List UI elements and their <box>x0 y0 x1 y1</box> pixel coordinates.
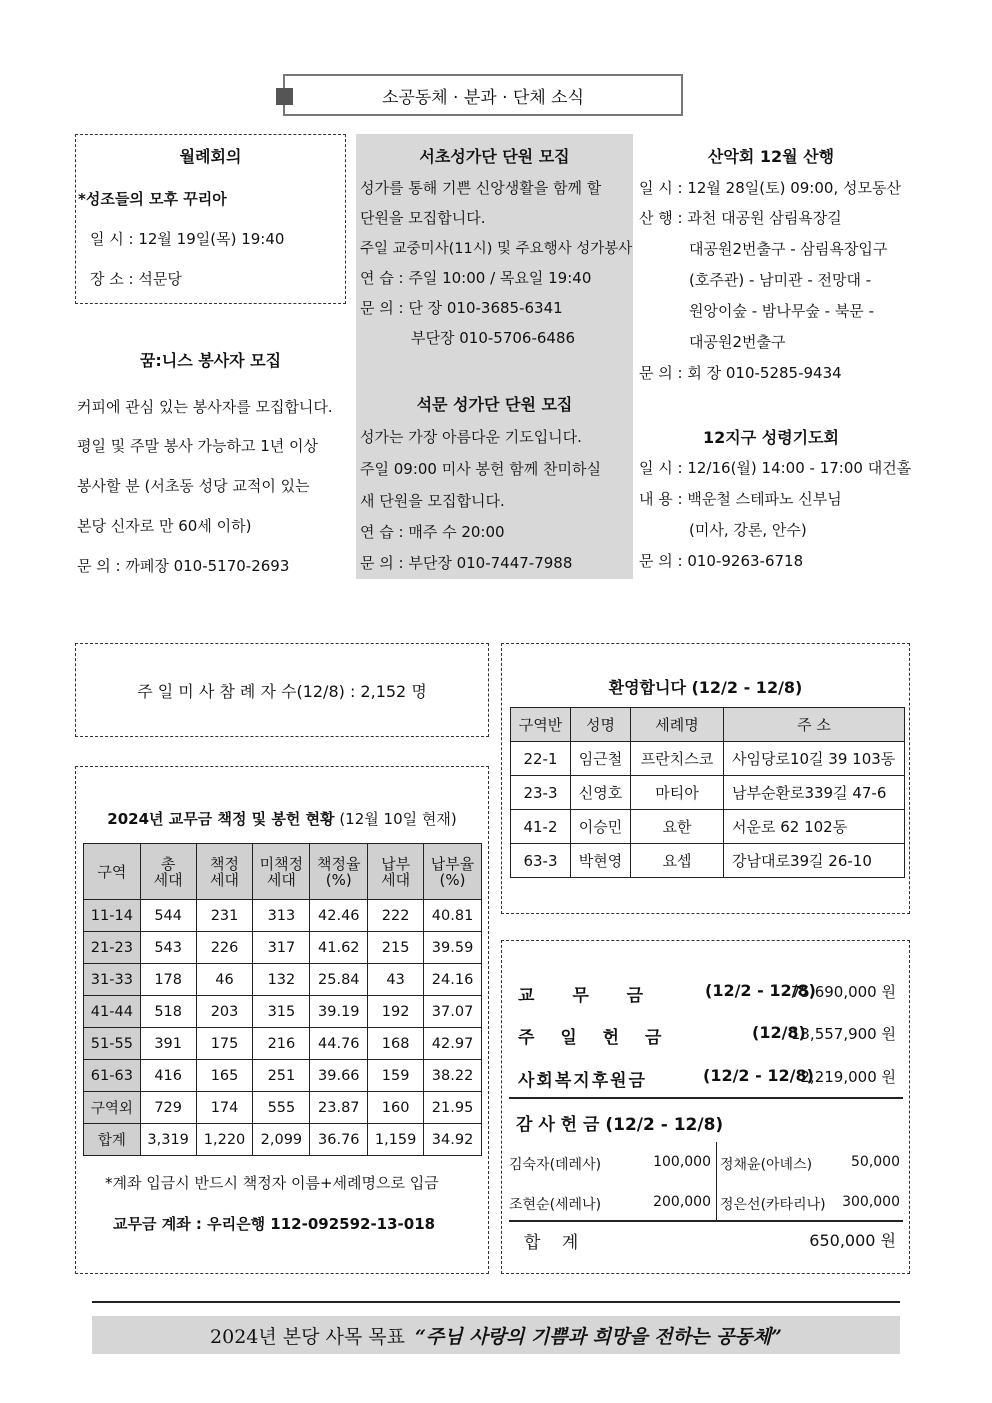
table-cell: 215 <box>368 932 424 964</box>
dues-table <box>83 843 482 1156</box>
table-cell: 이승민 <box>571 810 631 844</box>
dues-title: 2024년 교무금 책정 및 봉헌 현황 <box>107 810 335 828</box>
dues-title-row <box>75 808 489 829</box>
table-cell: 41.62 <box>310 932 368 964</box>
table-cell: 21.95 <box>424 1092 482 1124</box>
table-row <box>84 1028 482 1060</box>
motto-bar <box>92 1316 900 1354</box>
hiking-line: 원앙이숲 - 밤나무숲 - 북문 - <box>689 302 874 320</box>
seokmun-choir-line: 문 의 : 부단장 010-7447-7988 <box>360 554 573 572</box>
table-row-total <box>84 1124 482 1156</box>
finance-amount: 13,557,900 원 <box>790 1025 896 1043</box>
dues-header: 총 세대 <box>140 844 196 900</box>
table-cell: 1,159 <box>368 1124 424 1156</box>
section-title: 소공동체 · 분과 · 단체 소식 <box>381 87 585 108</box>
table-cell: 남부순환로339길 47-6 <box>724 776 905 810</box>
table-row <box>84 932 482 964</box>
monthly-meeting-date: 일 시 : 12월 19일(목) 19:40 <box>90 230 285 248</box>
table-row <box>84 1092 482 1124</box>
dreamness-line: 본당 신자로 만 60세 이하) <box>77 517 252 535</box>
table-cell: 프란치스코 <box>631 742 724 776</box>
table-cell: 160 <box>368 1092 424 1124</box>
monthly-meeting-place: 장 소 : 석문당 <box>90 270 182 288</box>
table-cell: 61-63 <box>84 1060 141 1092</box>
table-cell: 40.81 <box>424 900 482 932</box>
welcome-header: 성명 <box>571 708 631 742</box>
finance-amount: 75,690,000 원 <box>790 983 896 1001</box>
dues-header: 구역 <box>84 844 141 900</box>
table-cell: 박현영 <box>571 844 631 878</box>
table-cell: 203 <box>196 996 253 1028</box>
table-cell: 416 <box>140 1060 196 1092</box>
table-cell: 25.84 <box>310 964 368 996</box>
seocho-choir-line: 부단장 010-5706-6486 <box>411 329 576 347</box>
seocho-choir-line: 문 의 : 단 장 010-3685-6341 <box>360 299 563 317</box>
donor-name: 정채윤(아녜스) <box>720 1157 813 1173</box>
welcome-header: 구역반 <box>511 708 571 742</box>
welcome-header: 주 소 <box>724 708 905 742</box>
donor-name: 조현순(세레나) <box>509 1197 602 1213</box>
motto-text: “주님 사랑의 기쁨과 희망을 전하는 공동체” <box>415 1325 782 1348</box>
table-row <box>84 900 482 932</box>
dues-note: *계좌 입금시 반드시 책정자 이름+세례명으로 입금 <box>105 1174 439 1192</box>
hiking-line: (호주관) - 남미관 - 전망대 - <box>689 271 872 289</box>
seocho-choir-title: 서초성가단 단원 모집 <box>419 147 570 166</box>
table-cell: 555 <box>253 1092 310 1124</box>
prayer-title: 12지구 성령기도회 <box>702 428 840 447</box>
hiking-title: 산악회 12월 산행 <box>707 147 835 166</box>
dues-account: 교무금 계좌 : 우리은행 112-092592-13-018 <box>113 1215 436 1233</box>
table-row <box>511 776 905 810</box>
prayer-contact: 문 의 : 010-9263-6718 <box>639 552 804 570</box>
prayer-line: 내 용 : 백운철 스테파노 신부님 <box>639 490 842 508</box>
monthly-meeting-subtitle: *성조들의 모후 꾸리아 <box>78 190 227 208</box>
dreamness-line: 커피에 관심 있는 봉사자를 모집합니다. <box>77 398 333 416</box>
dues-header: 미책정 세대 <box>253 844 310 900</box>
table-cell: 231 <box>196 900 253 932</box>
hiking-line: 대공원2번출구 <box>689 333 786 351</box>
seokmun-choir-line: 주일 09:00 미사 봉헌 함께 찬미하실 <box>360 460 601 478</box>
table-cell: 3,319 <box>140 1124 196 1156</box>
attendance-box <box>75 643 489 737</box>
table-cell: 41-44 <box>84 996 141 1028</box>
dues-header: 책정율 (%) <box>310 844 368 900</box>
table-cell: 41-2 <box>511 810 571 844</box>
table-cell: 23.87 <box>310 1092 368 1124</box>
attendance-text: 주 일 미 사 참 례 자 수(12/8) : 2,152 명 <box>137 681 427 701</box>
seocho-choir-line: 단원을 모집합니다. <box>360 209 486 227</box>
dreamness-title: 꿈:니스 봉사자 모집 <box>139 351 282 370</box>
donor-name: 정은선(카타리나) <box>720 1197 826 1213</box>
table-cell: 168 <box>368 1028 424 1060</box>
table-cell: 317 <box>253 932 310 964</box>
seocho-choir-line: 주일 교중미사(11시) 및 주요행사 성가봉사 <box>360 241 633 257</box>
dreamness-line: 봉사할 분 (서초동 성당 교적이 있는 <box>77 477 310 495</box>
table-cell: 사임당로10길 39 103동 <box>724 742 905 776</box>
table-cell: 315 <box>253 996 310 1028</box>
table-cell: 22-1 <box>511 742 571 776</box>
table-cell: 544 <box>140 900 196 932</box>
table-cell: 42.97 <box>424 1028 482 1060</box>
table-cell: 2,099 <box>253 1124 310 1156</box>
table-cell: 251 <box>253 1060 310 1092</box>
finance-period: (12/2 - 12/8) <box>703 1066 814 1085</box>
thanks-title: 감 사 헌 금 (12/2 - 12/8) <box>516 1115 724 1135</box>
table-cell: 222 <box>368 900 424 932</box>
table-cell: 159 <box>368 1060 424 1092</box>
finance-label: 교 무 금 <box>518 986 644 1006</box>
table-cell: 23-3 <box>511 776 571 810</box>
dues-header: 납부 세대 <box>368 844 424 900</box>
hiking-contact: 문 의 : 회 장 010-5285-9434 <box>639 364 842 382</box>
table-cell: 43 <box>368 964 424 996</box>
table-cell: 226 <box>196 932 253 964</box>
donor-amount: 200,000 <box>653 1194 711 1210</box>
seokmun-choir-line: 연 습 : 매주 수 20:00 <box>360 523 505 541</box>
table-cell: 요셉 <box>631 844 724 878</box>
donor-name: 김숙자(데레사) <box>509 1157 602 1173</box>
table-cell: 132 <box>253 964 310 996</box>
square-bullet-icon <box>276 88 293 105</box>
prayer-line: (미사, 강론, 안수) <box>689 521 807 539</box>
table-row <box>84 996 482 1028</box>
donor-amount: 100,000 <box>653 1154 711 1170</box>
table-cell: 44.76 <box>310 1028 368 1060</box>
seocho-choir-line: 성가를 통해 기쁜 신앙생활을 함께 할 <box>360 179 602 197</box>
table-cell: 구역외 <box>84 1092 141 1124</box>
choir-column-bg <box>356 134 633 579</box>
hiking-line: 일 시 : 12월 28일(토) 09:00, 성모동산 <box>639 179 901 197</box>
table-row <box>84 1060 482 1092</box>
donor-divider <box>716 1142 717 1220</box>
donor-amount: 300,000 <box>842 1194 900 1210</box>
table-cell: 39.66 <box>310 1060 368 1092</box>
table-cell: 63-3 <box>511 844 571 878</box>
hiking-line: 대공원2번출구 - 삼림욕장입구 <box>689 240 888 258</box>
welcome-title: 환영합니다 (12/2 - 12/8) <box>608 678 803 697</box>
table-cell: 강남대로39길 26-10 <box>724 844 905 878</box>
total-amount: 650,000 원 <box>809 1231 896 1250</box>
table-cell: 신영호 <box>571 776 631 810</box>
total-label: 합 계 <box>524 1233 579 1253</box>
table-cell: 391 <box>140 1028 196 1060</box>
table-cell: 165 <box>196 1060 253 1092</box>
seokmun-choir-line: 성가는 가장 아름다운 기도입니다. <box>360 428 582 446</box>
table-row <box>511 844 905 878</box>
table-row <box>511 810 905 844</box>
table-cell: 합계 <box>84 1124 141 1156</box>
dues-header: 책정 세대 <box>196 844 253 900</box>
table-cell: 178 <box>140 964 196 996</box>
seokmun-choir-line: 새 단원을 모집합니다. <box>360 492 505 510</box>
table-cell: 729 <box>140 1092 196 1124</box>
table-cell: 39.19 <box>310 996 368 1028</box>
table-cell: 마티아 <box>631 776 724 810</box>
finance-period: (12/8) <box>752 1023 806 1042</box>
monthly-meeting-title: 월례회의 <box>179 147 242 166</box>
table-cell: 543 <box>140 932 196 964</box>
table-cell: 518 <box>140 996 196 1028</box>
finance-divider <box>509 1097 903 1099</box>
table-cell: 34.92 <box>424 1124 482 1156</box>
table-cell: 24.16 <box>424 964 482 996</box>
dues-asof: (12월 10일 현재) <box>339 810 457 828</box>
hiking-line: 산 행 : 과천 대공원 삼림욕장길 <box>639 209 842 227</box>
dues-header: 납부율 (%) <box>424 844 482 900</box>
table-cell: 192 <box>368 996 424 1028</box>
finance-label: 사회복지후원금 <box>518 1071 647 1091</box>
finance-label: 주 일 헌 금 <box>518 1028 662 1048</box>
table-cell: 42.46 <box>310 900 368 932</box>
finance-period: (12/2 - 12/8) <box>705 981 816 1000</box>
table-cell: 175 <box>196 1028 253 1060</box>
table-cell: 21-23 <box>84 932 141 964</box>
table-cell: 39.59 <box>424 932 482 964</box>
table-cell: 1,220 <box>196 1124 253 1156</box>
motto-prefix: 2024년 본당 사목 목표 <box>210 1325 405 1348</box>
table-cell: 요한 <box>631 810 724 844</box>
total-divider <box>509 1220 903 1222</box>
table-cell: 216 <box>253 1028 310 1060</box>
table-cell: 38.22 <box>424 1060 482 1092</box>
table-cell: 임근철 <box>571 742 631 776</box>
footer-rule <box>92 1301 900 1303</box>
prayer-line: 일 시 : 12/16(월) 14:00 - 17:00 대건홀 <box>639 459 912 477</box>
table-cell: 51-55 <box>84 1028 141 1060</box>
table-cell: 313 <box>253 900 310 932</box>
finance-amount: 2,219,000 원 <box>800 1068 896 1086</box>
table-row <box>511 742 905 776</box>
table-cell: 서운로 62 102동 <box>724 810 905 844</box>
section-title-box <box>283 74 683 116</box>
table-cell: 31-33 <box>84 964 141 996</box>
welcome-header: 세례명 <box>631 708 724 742</box>
seocho-choir-line: 연 습 : 주일 10:00 / 목요일 19:40 <box>360 269 592 287</box>
donor-amount: 50,000 <box>851 1154 900 1170</box>
table-cell: 11-14 <box>84 900 141 932</box>
table-cell: 46 <box>196 964 253 996</box>
table-row <box>84 964 482 996</box>
dreamness-contact: 문 의 : 까페장 010-5170-2693 <box>77 557 290 575</box>
table-cell: 174 <box>196 1092 253 1124</box>
seokmun-choir-title: 석문 성가단 단원 모집 <box>416 395 573 414</box>
welcome-table <box>510 707 905 878</box>
table-cell: 37.07 <box>424 996 482 1028</box>
table-cell: 36.76 <box>310 1124 368 1156</box>
dreamness-line: 평일 및 주말 봉사 가능하고 1년 이상 <box>77 437 319 455</box>
